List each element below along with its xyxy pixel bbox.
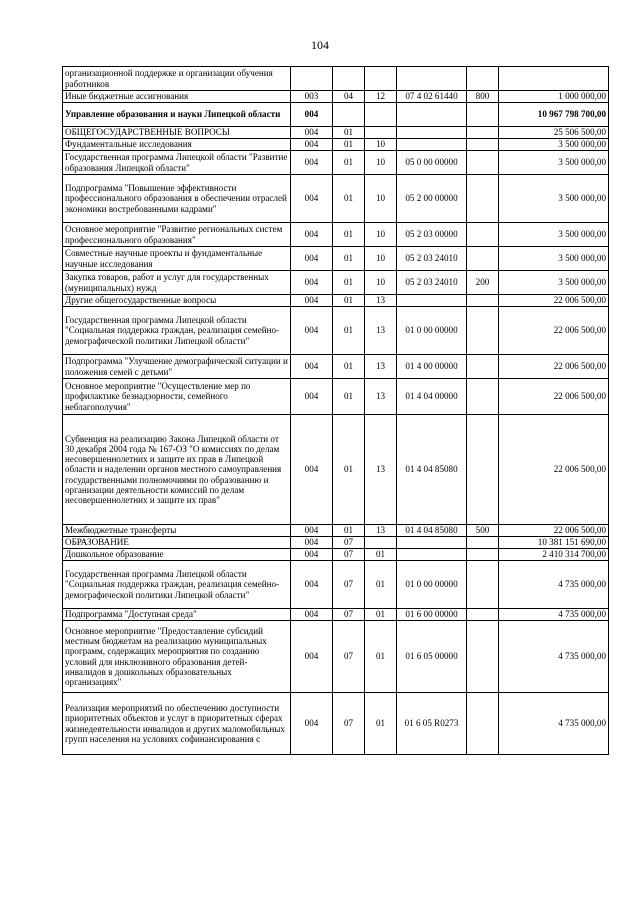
- cell-admin-code: 004: [291, 561, 333, 609]
- cell-name: Межбюджетные трансферты: [63, 525, 291, 537]
- cell-subsection: 10: [365, 247, 397, 271]
- cell-target-article: 01 6 05 00000: [397, 621, 467, 693]
- cell-admin-code: 004: [291, 307, 333, 355]
- cell-subsection: 01: [365, 549, 397, 561]
- cell-admin-code: 004: [291, 609, 333, 621]
- table-row: [63, 151, 609, 175]
- cell-expense-type: [467, 127, 499, 139]
- cell-section: 01: [333, 525, 365, 537]
- cell-amount: 22 006 500,00: [499, 415, 609, 525]
- cell-expense-type: 800: [467, 91, 499, 103]
- cell-section: 01: [333, 415, 365, 525]
- page-number: 104: [311, 38, 329, 52]
- cell-subsection: 10: [365, 151, 397, 175]
- cell-target-article: 01 4 04 85080: [397, 415, 467, 525]
- cell-name: Фундаментальные исследования: [63, 139, 291, 151]
- cell-section: 01: [333, 355, 365, 379]
- cell-target-article: 01 4 04 00000: [397, 379, 467, 415]
- cell-target-article: 05 2 03 24010: [397, 271, 467, 295]
- cell-target-article: [397, 127, 467, 139]
- cell-name: Государственная программа Липецкой области "Социальная поддержка граждан, реализация семейно-демографической политики Липецкой области": [63, 561, 291, 609]
- cell-amount: 3 500 000,00: [499, 271, 609, 295]
- cell-section: 01: [333, 175, 365, 223]
- table-row: [63, 537, 609, 549]
- cell-admin-code: 004: [291, 355, 333, 379]
- cell-section: 01: [333, 307, 365, 355]
- cell-section: 07: [333, 609, 365, 621]
- cell-subsection: 01: [365, 609, 397, 621]
- cell-expense-type: [467, 621, 499, 693]
- cell-name: Подпрограмма "Улучшение демографической ситуации и положения семей с детьми": [63, 355, 291, 379]
- cell-name: Основное мероприятие "Осуществление мер по профилактике безнадзорности, семейного неблагополучия": [63, 379, 291, 415]
- table-row: [63, 247, 609, 271]
- cell-target-article: [397, 537, 467, 549]
- cell-target-article: 05 2 03 00000: [397, 223, 467, 247]
- cell-section: 07: [333, 693, 365, 755]
- cell-amount: 1 000 000,00: [499, 91, 609, 103]
- cell-amount: 4 735 000,00: [499, 561, 609, 609]
- cell-expense-type: [467, 549, 499, 561]
- cell-amount: [499, 67, 609, 91]
- cell-target-article: 01 0 00 00000: [397, 307, 467, 355]
- cell-admin-code: 004: [291, 223, 333, 247]
- cell-expense-type: [467, 415, 499, 525]
- cell-name: Реализация мероприятий по обеспечению доступности приоритетных объектов и услуг в приоритетных сферах жизнедеятельности инвалидов и других маломобильных групп населения на условиях софинансирования с: [63, 693, 291, 755]
- cell-expense-type: [467, 609, 499, 621]
- cell-expense-type: 500: [467, 525, 499, 537]
- cell-admin-code: 004: [291, 127, 333, 139]
- cell-section: 01: [333, 247, 365, 271]
- cell-target-article: 07 4 02 61440: [397, 91, 467, 103]
- cell-amount: 22 006 500,00: [499, 379, 609, 415]
- cell-name: Государственная программа Липецкой области "Социальная поддержка граждан, реализация семейно-демографической политики Липецкой области": [63, 307, 291, 355]
- table-row: [63, 525, 609, 537]
- cell-subsection: 13: [365, 415, 397, 525]
- cell-amount: 22 006 500,00: [499, 295, 609, 307]
- budget-table: [62, 66, 609, 755]
- cell-subsection: [365, 67, 397, 91]
- cell-section: 01: [333, 139, 365, 151]
- cell-subsection: 01: [365, 561, 397, 609]
- cell-amount: 4 735 000,00: [499, 693, 609, 755]
- cell-section: 07: [333, 537, 365, 549]
- cell-expense-type: [467, 67, 499, 91]
- cell-section: 07: [333, 621, 365, 693]
- cell-subsection: 13: [365, 307, 397, 355]
- cell-admin-code: 004: [291, 525, 333, 537]
- cell-section: [333, 103, 365, 127]
- table-row: [63, 307, 609, 355]
- cell-admin-code: 004: [291, 549, 333, 561]
- cell-admin-code: 004: [291, 247, 333, 271]
- cell-admin-code: 004: [291, 139, 333, 151]
- cell-target-article: 05 2 00 00000: [397, 175, 467, 223]
- cell-name: Подпрограмма "Повышение эффективности профессионального образования в обеспечении отраслей экономики востребованными кадрами": [63, 175, 291, 223]
- cell-name: Основное мероприятие "Предоставление субсидий местным бюджетам на реализацию муниципальных программ, содержащих мероприятия по созданию условий для инклюзивного образования детей-инвалидов в дошкольных образовательных организациях": [63, 621, 291, 693]
- table-row: [63, 693, 609, 755]
- cell-subsection: 01: [365, 621, 397, 693]
- cell-target-article: [397, 139, 467, 151]
- cell-expense-type: [467, 355, 499, 379]
- cell-section: 07: [333, 561, 365, 609]
- cell-target-article: 01 6 05 R0273: [397, 693, 467, 755]
- cell-expense-type: [467, 561, 499, 609]
- cell-target-article: 01 4 04 85080: [397, 525, 467, 537]
- cell-admin-code: 003: [291, 91, 333, 103]
- cell-amount: 22 006 500,00: [499, 525, 609, 537]
- budget-table-body: [63, 67, 609, 755]
- cell-admin-code: 004: [291, 295, 333, 307]
- cell-expense-type: [467, 175, 499, 223]
- cell-amount: 2 410 314 700,00: [499, 549, 609, 561]
- cell-target-article: 05 0 00 00000: [397, 151, 467, 175]
- cell-expense-type: [467, 151, 499, 175]
- cell-name: Субвенция на реализацию Закона Липецкой области от 30 декабря 2004 года № 167-ОЗ "О комиссиях по делам несовершеннолетних и защите их прав в Липецкой области и наделении органов местного самоуправления государственными полномочиями по образованию и организации деятельности комиссий по делам несовершеннолетних и защите их прав": [63, 415, 291, 525]
- cell-section: [333, 67, 365, 91]
- table-row: [63, 175, 609, 223]
- cell-expense-type: [467, 223, 499, 247]
- cell-subsection: 10: [365, 271, 397, 295]
- table-row: [63, 295, 609, 307]
- cell-subsection: 13: [365, 355, 397, 379]
- table-row: [63, 561, 609, 609]
- table-row: [63, 91, 609, 103]
- cell-name: Другие общегосударственные вопросы: [63, 295, 291, 307]
- cell-expense-type: [467, 693, 499, 755]
- cell-subsection: 12: [365, 91, 397, 103]
- cell-target-article: [397, 67, 467, 91]
- cell-amount: 25 506 500,00: [499, 127, 609, 139]
- cell-amount: 22 006 500,00: [499, 307, 609, 355]
- cell-admin-code: 004: [291, 415, 333, 525]
- cell-subsection: [365, 103, 397, 127]
- cell-target-article: 01 6 00 00000: [397, 609, 467, 621]
- cell-section: 01: [333, 271, 365, 295]
- cell-subsection: 13: [365, 379, 397, 415]
- cell-expense-type: [467, 103, 499, 127]
- table-row: [63, 379, 609, 415]
- cell-target-article: 01 4 00 00000: [397, 355, 467, 379]
- cell-name: организационной поддержке и организации обучения работников: [63, 67, 291, 91]
- cell-subsection: 13: [365, 295, 397, 307]
- cell-section: 01: [333, 127, 365, 139]
- cell-target-article: 05 2 03 24010: [397, 247, 467, 271]
- cell-admin-code: 004: [291, 175, 333, 223]
- cell-amount: 3 500 000,00: [499, 223, 609, 247]
- cell-name: Дошкольное образование: [63, 549, 291, 561]
- cell-subsection: 01: [365, 693, 397, 755]
- cell-expense-type: [467, 307, 499, 355]
- cell-amount: 4 735 000,00: [499, 609, 609, 621]
- cell-target-article: [397, 549, 467, 561]
- cell-admin-code: 004: [291, 271, 333, 295]
- table-row: [63, 549, 609, 561]
- table-row: [63, 271, 609, 295]
- cell-name: Подпрограмма "Доступная среда": [63, 609, 291, 621]
- cell-admin-code: 004: [291, 379, 333, 415]
- cell-name: Закупка товаров, работ и услуг для государственных (муниципальных) нужд: [63, 271, 291, 295]
- cell-subsection: [365, 537, 397, 549]
- cell-expense-type: [467, 139, 499, 151]
- cell-target-article: 01 0 00 00000: [397, 561, 467, 609]
- cell-admin-code: 004: [291, 693, 333, 755]
- table-row: [63, 415, 609, 525]
- table-row: [63, 355, 609, 379]
- table-row: [63, 609, 609, 621]
- cell-amount: 3 500 000,00: [499, 247, 609, 271]
- cell-amount: 10 381 151 690,00: [499, 537, 609, 549]
- cell-section: 01: [333, 295, 365, 307]
- table-row: [63, 127, 609, 139]
- cell-subsection: 10: [365, 139, 397, 151]
- cell-admin-code: 004: [291, 103, 333, 127]
- cell-admin-code: 004: [291, 151, 333, 175]
- cell-section: 04: [333, 91, 365, 103]
- cell-section: 01: [333, 223, 365, 247]
- cell-expense-type: 200: [467, 271, 499, 295]
- cell-subsection: 13: [365, 525, 397, 537]
- cell-name: Иные бюджетные ассигнования: [63, 91, 291, 103]
- cell-expense-type: [467, 379, 499, 415]
- table-row: [63, 621, 609, 693]
- cell-amount: 3 500 000,00: [499, 139, 609, 151]
- table-row: [63, 139, 609, 151]
- cell-amount: 3 500 000,00: [499, 151, 609, 175]
- cell-amount: 4 735 000,00: [499, 621, 609, 693]
- cell-subsection: 10: [365, 175, 397, 223]
- cell-name: ОБЩЕГОСУДАРСТВЕННЫЕ ВОПРОСЫ: [63, 127, 291, 139]
- cell-subsection: 10: [365, 223, 397, 247]
- cell-section: 01: [333, 379, 365, 415]
- table-row: [63, 103, 609, 127]
- cell-expense-type: [467, 537, 499, 549]
- cell-admin-code: 004: [291, 621, 333, 693]
- cell-name: Государственная программа Липецкой области "Развитие образования Липецкой области": [63, 151, 291, 175]
- cell-admin-code: [291, 67, 333, 91]
- cell-name: Основное мероприятие "Развитие региональных систем профессионального образования": [63, 223, 291, 247]
- cell-name: Совместные научные проекты и фундаментальные научные исследования: [63, 247, 291, 271]
- table-row: [63, 223, 609, 247]
- cell-subsection: [365, 127, 397, 139]
- cell-expense-type: [467, 247, 499, 271]
- cell-admin-code: 004: [291, 537, 333, 549]
- cell-name: ОБРАЗОВАНИЕ: [63, 537, 291, 549]
- cell-name: Управление образования и науки Липецкой области: [63, 103, 291, 127]
- cell-section: 07: [333, 549, 365, 561]
- cell-section: 01: [333, 151, 365, 175]
- cell-expense-type: [467, 295, 499, 307]
- cell-amount: 3 500 000,00: [499, 175, 609, 223]
- cell-target-article: [397, 103, 467, 127]
- cell-amount: 10 967 798 700,00: [499, 103, 609, 127]
- cell-amount: 22 006 500,00: [499, 355, 609, 379]
- table-row: [63, 67, 609, 91]
- cell-target-article: [397, 295, 467, 307]
